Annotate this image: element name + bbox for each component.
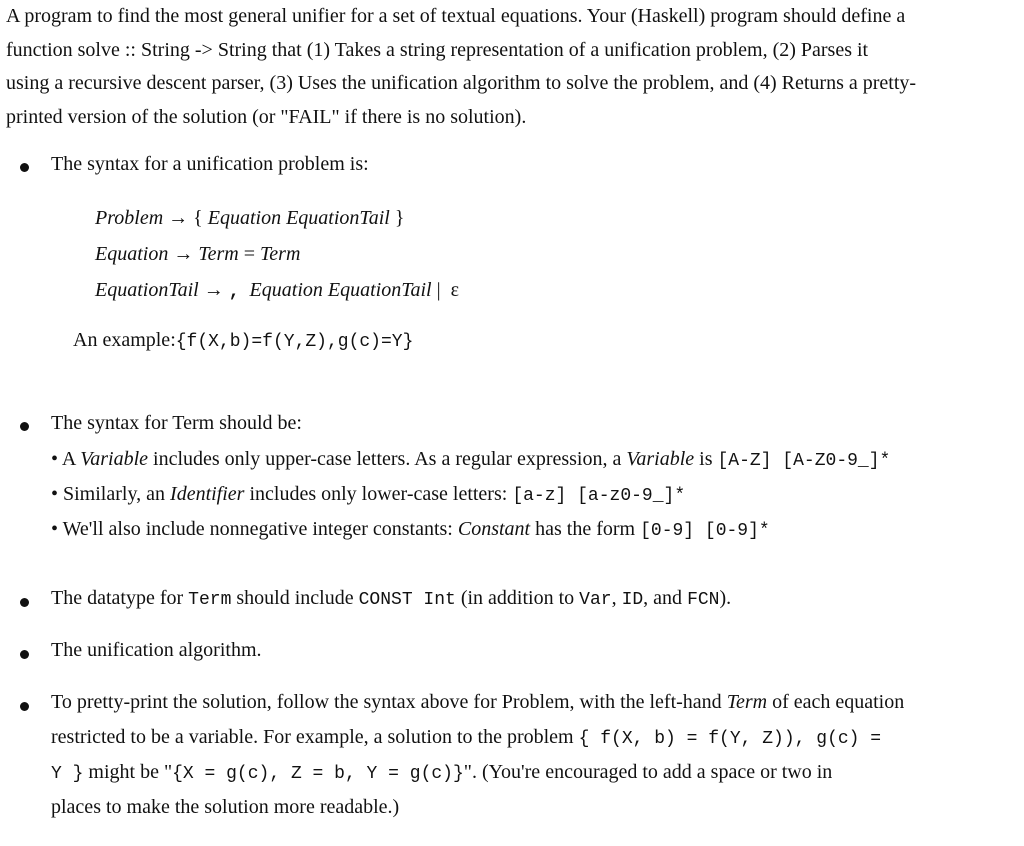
code-fcn: FCN — [687, 590, 720, 610]
bullet-dot — [20, 422, 29, 431]
example-label: An example: — [73, 329, 176, 351]
rule-arrow: → — [168, 207, 189, 229]
term-emphasis: Term — [726, 691, 768, 713]
grammar-block — [95, 200, 459, 310]
brace-close: } — [394, 207, 405, 229]
nt-problem: Problem — [95, 207, 164, 229]
text-run: is — [694, 448, 718, 470]
text-run: , and — [643, 587, 688, 609]
nt-equation-tail-seq: Equation EquationTail — [207, 207, 390, 229]
rule-arrow: → — [173, 243, 194, 265]
code-const-int: CONST Int — [358, 590, 456, 610]
rule-arrow: → — [203, 279, 224, 301]
intro-paragraph — [6, 0, 1018, 134]
variable-regex: [A-Z] [A-Z0-9_]* — [717, 451, 891, 471]
bullet-dot — [20, 702, 29, 711]
nt-equation: Equation — [95, 243, 169, 265]
identifier-regex: [a-z] [a-z0-9_]* — [512, 486, 686, 506]
text-run: of each equation — [767, 691, 905, 713]
text-run: ). — [719, 587, 732, 609]
grammar-rule-equation — [95, 236, 459, 272]
text-run: , — [611, 587, 622, 609]
text-run: restricted to be a variable. For example, a solution to the problem — [51, 726, 579, 748]
intro-line-4: printed version of the solution (or "FAIL" if there is no solution). — [6, 105, 527, 128]
code-solution: {X = g(c), Z = b, Y = g(c)} — [172, 764, 464, 784]
bullet-2-text: The syntax for Term should be: — [51, 412, 302, 434]
bullet-dot — [20, 598, 29, 607]
grammar-rule-equationtail — [95, 272, 459, 310]
epsilon: ε — [450, 279, 460, 301]
code-id: ID — [621, 590, 644, 610]
bullet-1-text: The syntax for a unification problem is: — [51, 153, 369, 175]
term-variable-line — [51, 448, 890, 471]
text-run: • Similarly, an — [51, 483, 171, 505]
text-run: To pretty-print the solution, follow the syntax above for Problem, with the left-hand — [51, 691, 727, 713]
intro-line-1: A program to find the most general unifier for a set of textual equations. Your (Haskell) program should define a — [6, 5, 906, 27]
term-constant-line — [51, 518, 770, 541]
code-problem: { f(X, b) = f(Y, Z)), g(c) = — [578, 729, 882, 749]
code-term: Term — [188, 590, 232, 610]
constant-regex: [0-9] [0-9]* — [640, 521, 770, 541]
term-identifier-line — [51, 483, 685, 506]
intro-line-3: using a recursive descent parser, (3) Uses the unification algorithm to solve the problem, and (4) Returns a pretty- — [6, 72, 917, 94]
text-run: should include — [231, 587, 359, 609]
text-run: includes only upper-case letters. As a regular expression, a — [148, 448, 627, 470]
equals-sign: = — [243, 243, 256, 265]
comma-terminal: , — [228, 282, 240, 302]
intro-line-2: function solve :: String -> String that (1) Takes a string representation of a unification problem, (2) Parses it — [6, 38, 869, 61]
code-var: Var — [579, 590, 612, 610]
example-line — [73, 329, 413, 352]
nt-equation-tail-seq: Equation EquationTail — [249, 279, 432, 301]
example-code: {f(X,b)=f(Y,Z),g(c)=Y} — [175, 332, 414, 352]
text-run: • We'll also include nonnegative integer constants: — [51, 518, 458, 540]
bullet-dot — [20, 163, 29, 172]
nt-equationtail: EquationTail — [95, 279, 199, 301]
text-run: The datatype for — [51, 587, 189, 609]
text-run: might be " — [83, 761, 173, 783]
term-variable: Variable — [80, 448, 149, 470]
text-run: includes only lower-case letters: — [244, 483, 513, 505]
text-run: has the form — [530, 518, 641, 540]
bullet-5-line-4: places to make the solution more readable.) — [51, 796, 400, 818]
bullet-5-line-3 — [51, 761, 832, 784]
text-run: • A — [51, 448, 81, 470]
text-run: ". (You're encouraged to add a space or two in — [463, 761, 833, 783]
bullet-5-line-2 — [51, 726, 881, 749]
bullet-3-text — [51, 587, 731, 610]
nt-term-left: Term — [198, 243, 239, 265]
bullet-dot — [20, 650, 29, 659]
bullet-5-line-1 — [51, 691, 904, 714]
code-problem-end: Y } — [51, 764, 84, 784]
term-identifier: Identifier — [170, 483, 245, 505]
text-run: (in addition to — [455, 587, 580, 609]
brace-open: { — [193, 207, 203, 229]
term-variable: Variable — [626, 448, 695, 470]
bullet-4-text: The unification algorithm. — [51, 639, 262, 661]
nt-term-right: Term — [260, 243, 301, 265]
grammar-rule-problem — [95, 200, 459, 236]
term-constant: Constant — [457, 518, 531, 540]
alternative-bar: | — [436, 279, 441, 301]
